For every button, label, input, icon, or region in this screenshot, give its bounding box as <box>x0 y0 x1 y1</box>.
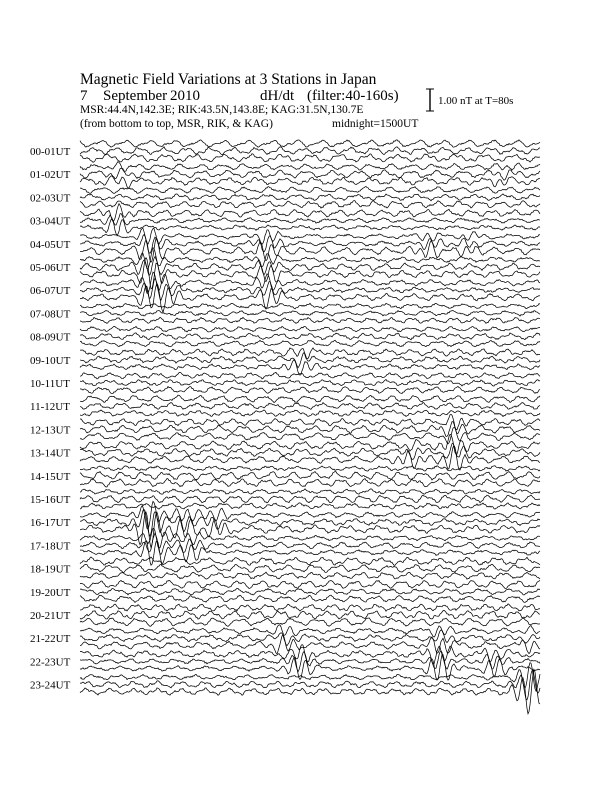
trace-msr <box>80 427 540 443</box>
trace-msr <box>80 635 540 653</box>
trace-msr <box>80 541 540 566</box>
trace-msr <box>80 410 540 417</box>
trace-kag <box>80 557 540 565</box>
scale-label: 1.00 nT at T=80s <box>438 95 514 107</box>
traces <box>80 140 540 714</box>
trace-msr <box>80 258 540 289</box>
trace-msr <box>80 176 540 188</box>
row-label: 01-02UT <box>30 169 71 182</box>
trace-rik <box>80 310 540 316</box>
trace-kag <box>80 303 540 309</box>
trace-msr <box>80 360 540 376</box>
row-label: 02-03UT <box>30 192 71 205</box>
trace-rik <box>80 610 540 619</box>
trace-msr <box>80 595 540 602</box>
row-label: 20-21UT <box>30 610 71 622</box>
trace-msr <box>80 317 540 323</box>
quantity-label: dH/dt <box>260 88 295 104</box>
row-label: 18-19UT <box>30 563 71 576</box>
row-label: 15-16UT <box>30 494 71 506</box>
row-label: 08-09UT <box>30 331 71 344</box>
trace-rik <box>80 495 540 503</box>
row-label: 12-13UT <box>30 424 71 437</box>
trace-kag <box>80 372 540 379</box>
trace-kag <box>80 580 540 588</box>
trace-kag <box>80 395 540 402</box>
row-label: 00-01UT <box>30 146 71 158</box>
trace-msr <box>80 154 540 163</box>
trace-kag <box>80 326 540 332</box>
trace-rik <box>80 588 540 595</box>
row-label: 06-07UT <box>30 285 71 298</box>
trace-kag <box>80 434 540 454</box>
trace-msr <box>80 503 540 509</box>
row-label: 07-08UT <box>30 308 71 321</box>
trace-kag <box>80 604 540 611</box>
trace-kag <box>80 248 540 269</box>
trace-rik <box>80 333 540 340</box>
midnight-note: midnight=1500UT <box>332 118 419 130</box>
trace-rik <box>80 564 540 572</box>
filter-label: (filter:40-160s) <box>307 88 399 104</box>
trace-kag <box>80 466 540 471</box>
row-label: 03-04UT <box>30 215 71 228</box>
date-year: 2010 <box>170 88 200 104</box>
trace-kag <box>80 186 540 193</box>
trace-kag <box>80 348 540 359</box>
trace-rik <box>80 194 540 201</box>
row-label: 05-06UT <box>30 262 71 274</box>
trace-rik <box>80 471 540 479</box>
chart-title: Magnetic Field Variations at 3 Stations in Japan <box>80 71 377 88</box>
row-labels <box>30 146 71 692</box>
trace-rik <box>80 235 540 254</box>
row-label: 17-18UT <box>30 540 71 553</box>
trace-rik <box>80 147 540 155</box>
trace-order-note: (from bottom to top, MSR, RIK, & KAG) <box>80 118 273 130</box>
trace-msr <box>80 340 540 346</box>
trace-msr <box>80 618 540 627</box>
trace-msr <box>80 201 540 209</box>
row-label: 19-20UT <box>30 586 71 599</box>
row-label: 10-11UT <box>30 378 70 390</box>
row-label: 22-23UT <box>30 656 71 669</box>
trace-msr <box>80 446 540 470</box>
trace-kag <box>80 228 540 244</box>
trace-msr <box>80 572 540 579</box>
trace-rik <box>80 443 540 459</box>
trace-kag <box>80 414 540 429</box>
row-label: 14-15UT <box>30 470 71 483</box>
trace-rik <box>80 380 540 387</box>
row-label: 23-24UT <box>30 679 71 692</box>
trace-rik <box>80 630 540 646</box>
trace-kag <box>80 162 540 172</box>
row-label: 16-17UT <box>30 517 71 530</box>
row-label: 11-12UT <box>30 401 70 414</box>
row-label: 13-14UT <box>30 447 71 460</box>
trace-kag <box>80 140 540 147</box>
row-label: 04-05UT <box>30 238 71 251</box>
trace-kag <box>80 204 540 222</box>
trace-kag <box>80 625 540 637</box>
trace-msr <box>80 386 540 393</box>
trace-kag <box>80 489 540 494</box>
row-label: 21-22UT <box>30 633 71 646</box>
date-month: September <box>103 88 168 104</box>
station-coordinates: MSR:44.4N,142.3E; RIK:43.5N,143.8E; KAG:31.5N,130.7E <box>80 104 364 116</box>
row-label: 09-10UT <box>30 354 71 367</box>
date-day: 7 <box>80 88 88 104</box>
trace-rik <box>80 402 540 409</box>
trace-msr <box>80 479 540 487</box>
